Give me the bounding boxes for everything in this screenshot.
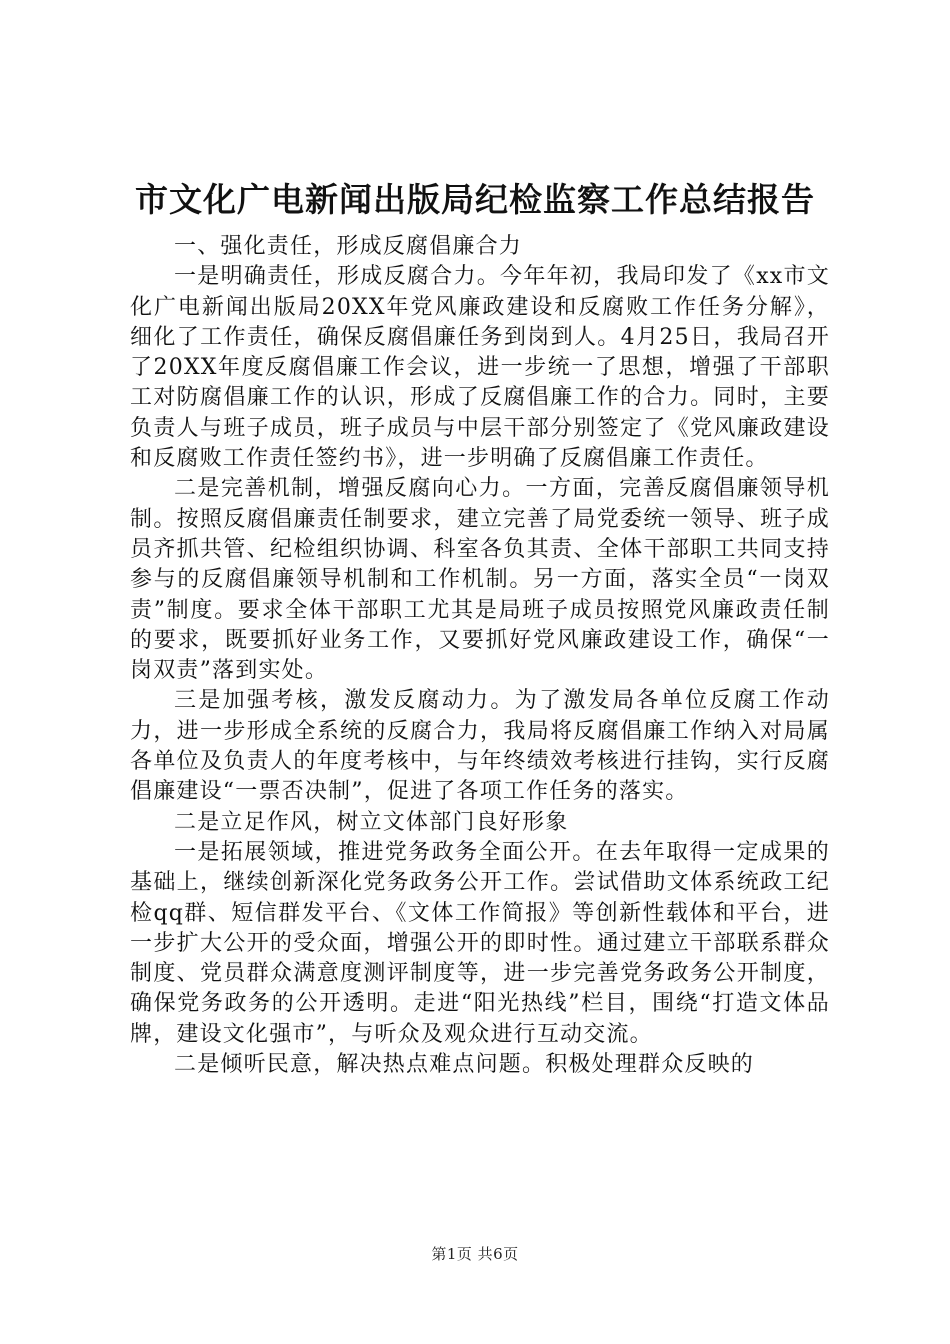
paragraph: 三是加强考核，激发反腐动力。为了激发局各单位反腐工作动力，进一步形成全系统的反腐合力，我局将反腐倡廉工作纳入对局属各单位及负责人的年度考核中，与年终绩效考核进行挂钩，实行反腐倡廉建设“一票否决制”，促进了各项工作任务的落实。 [130,688,830,805]
page-footer: 第1页 共6页 [431,1245,519,1263]
section-heading-1: 一、强化责任，形成反腐倡廉合力 [174,234,523,259]
section-heading-2: 二是立足作风，树立文体部门良好形象 [174,809,569,835]
paragraph: 二是倾听民意，解决热点难点问题。积极处理群众反映的 [174,1052,755,1078]
paragraph: 二是完善机制，增强反腐向心力。一方面，完善反腐倡廉领导机制。按照反腐倡廉责任制要求，建立完善了局党委统一领导、班子成员齐抓共管、纪检组织协调、科室各负其责、全体干部职工共同支持参与的反腐倡廉领导机制和工作机制。另一方面，落实全员“一岗双责”制度。要求全体干部职工尤其是局班子成员按照党风廉政责任制的要求，既要抓好业务工作，又要抓好党风廉政建设工作，确保“一岗双责”落到实处。 [130,476,830,684]
document-title: 市文化广电新闻出版局纪检监察工作总结报告 [135,180,815,219]
paragraph: 一是明确责任，形成反腐合力。今年年初，我局印发了《xx市文化广电新闻出版局20XX年党风廉政建设和反腐败工作任务分解》，细化了工作责任，确保反腐倡廉任务到岗到人。4月25日，我局召开了20XX年度反腐倡廉工作会议，进一步统一了思想，增强了干部职工对防腐倡廉工作的认识，形成了反腐倡廉工作的合力。同时，主要负责人与班子成员，班子成员与中层干部分别签定了《党风廉政建设和反腐败工作责任签约书》，进一步明确了反腐倡廉工作责任。 [130,264,830,472]
document-body [130,232,830,1080]
paragraph: 一是拓展领域，推进党务政务全面公开。在去年取得一定成果的基础上，继续创新深化党务政务公开工作。尝试借助文体系统政工纪检qq群、短信群发平台、《文体工作简报》等创新性载体和平台，进一步扩大公开的受众面，增强公开的即时性。通过建立干部联系群众制度、党员群众满意度测评制度等，进一步完善党务政务公开制度，确保党务政务的公开透明。走进“阳光热线”栏目，围绕“打造文体品牌，建设文化强市”，与听众及观众进行互动交流。 [130,839,830,1047]
